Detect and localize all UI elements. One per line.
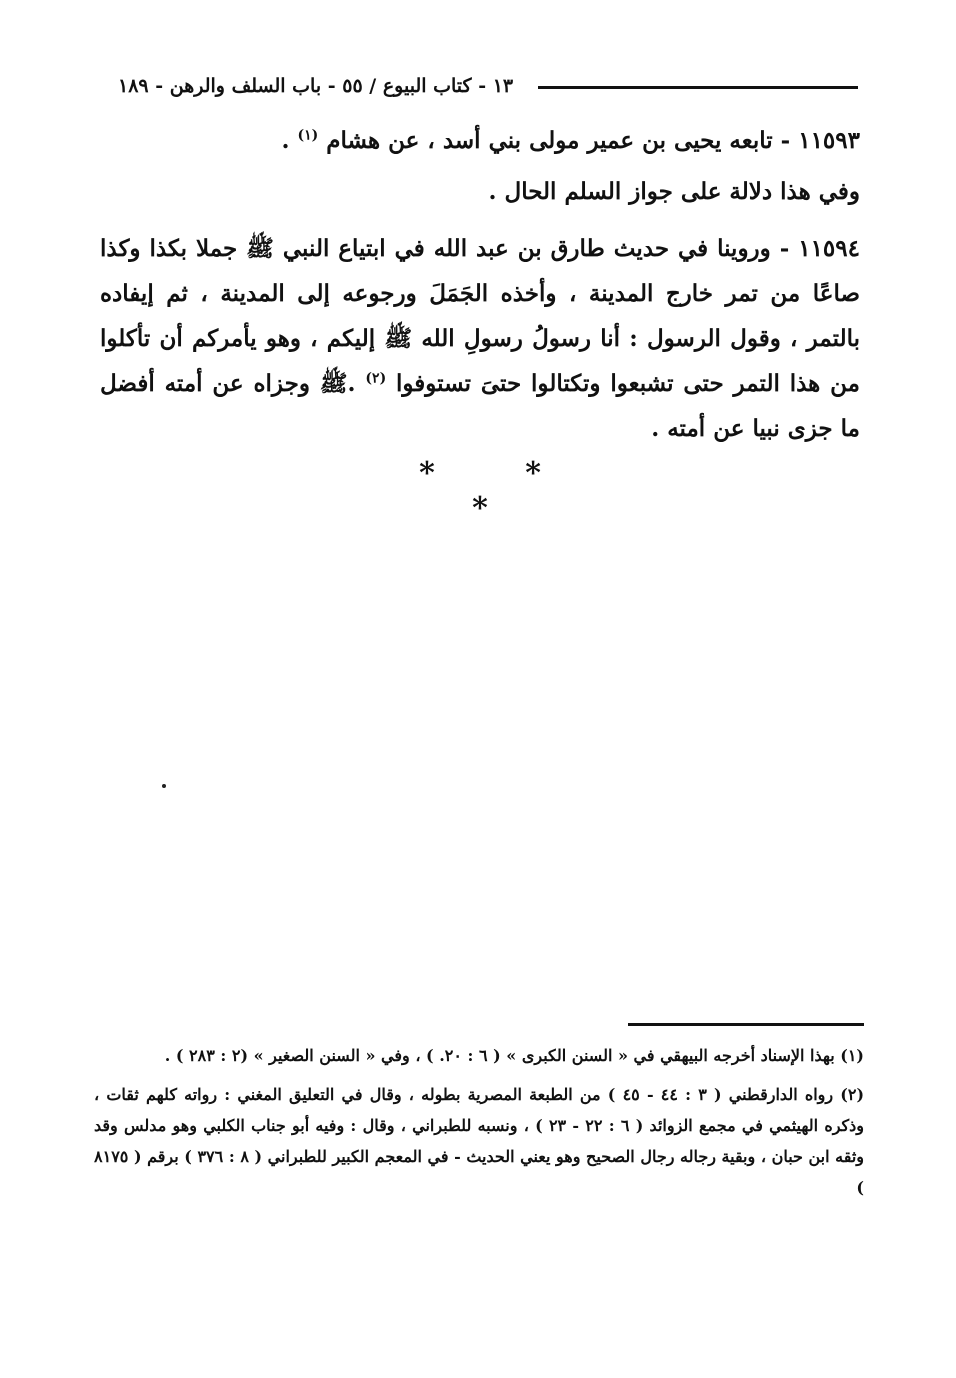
- page-header: [118, 68, 858, 108]
- paragraph-text: وفي هذا دلالة على جواز السلم الحال .: [488, 178, 860, 205]
- footnote-rule: [628, 1023, 864, 1026]
- running-title: ١٣ - كتاب البيوع / ٥٥ - باب السلف والرهن - ١٨٩: [118, 75, 514, 97]
- paragraph-text: ١١٥٩٤ - وروينا في حديث طارق بن عبد الله في ابتياع النبي ﷺ جملا بكذا وكذا صاعًا من تمر خارج المدينة ، وأخذه الجَمَلَ ورجوعه إلى المدينة ، ثم إيفاده بالتمر ، وقول الرسول : أنا رسولُ رسولِ الله ﷺ إليكم ، وهو يأمركم أن تأكلوا من هذا التمر حتى تشبعوا وتكتالوا حتىَ تستوفوا: [100, 235, 860, 397]
- speck-mark: [162, 784, 166, 788]
- paragraph-tail: .ﷺ وجزاه عن أمته أفضل ما جزى نبيا عن أمته .: [100, 370, 860, 442]
- paragraph-tail: .: [281, 127, 298, 154]
- header-rule: [538, 86, 858, 89]
- main-text: [100, 118, 860, 457]
- paragraph-11594: [100, 226, 860, 451]
- footnote-ref-1[interactable]: (١): [297, 127, 319, 144]
- section-separator: * * *: [419, 456, 581, 526]
- footnote-2: (٢) رواه الدارقطني ( ٣ : ٤٤ - ٤٥ ) من الطبعة المصرية بطوله ، وقال في التعليق المغني : رواته كلهم ثقات ، وذكره الهيثمي في مجمع الزوائد ( ٦ : ٢٢ - ٢٣ ) ، ونسبه للطبراني ، وقال : وفيه أبو جناب الكلبي وهو مدلس وقد وثقه ابن حبان ، وبقية رجاله رجال الصحيح وهو يعني الحديث - في المعجم الكبير للطبراني ( ٨ : ٣٧٦ ) برقم ( ٨١٧٥ ): [94, 1085, 865, 1197]
- paragraph-note: [100, 169, 860, 214]
- footnote-1: (١) بهذا الإسناد أخرجه البيهقي في « السنن الكبرى » ( ٦ : ٢٠. ) ، وفي « السنن الصغير » (٢ : ٢٨٣ ) .: [164, 1046, 864, 1065]
- paragraph-11593: [100, 118, 860, 163]
- footnotes: [94, 1040, 864, 1211]
- paragraph-text: ١١٥٩٣ - تابعه يحيى بن عمير مولى بني أسد ، عن هشام: [326, 127, 860, 154]
- footnote-ref-2[interactable]: (٢): [365, 370, 387, 387]
